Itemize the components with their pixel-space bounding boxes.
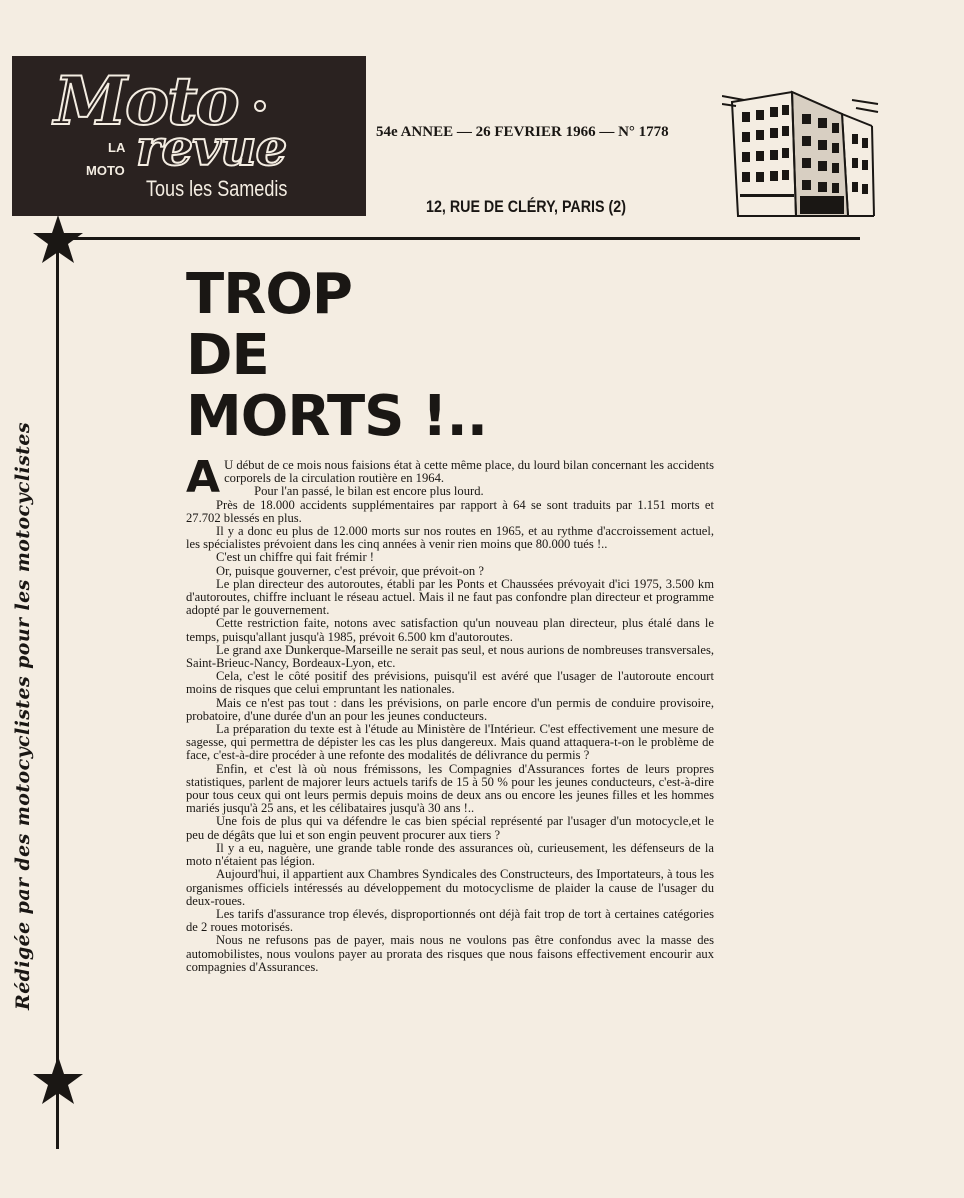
article-body bbox=[186, 452, 714, 974]
article-paragraph: Le plan directeur des autoroutes, établi par les Ponts et Chaussées prévoyait d'ici 1975, 3.500 km d'autoroutes, chiffre incluant le réseau actuel. Mais il ne faut pas confondre plan directeur et programme adopté par le gouvernement. bbox=[186, 576, 714, 618]
article-paragraph: Cela, c'est le côté positif des prévisions, puisqu'il est avéré que l'usager de l'autoroute encourt moins de risques que celui empruntant les nationales. bbox=[186, 669, 714, 697]
article-paragraph: Il y a eu, naguère, une grande table ronde des assurances où, curieusement, les défenseurs de la moto n'étaient pas légion. bbox=[186, 840, 714, 869]
star-ornament-icon bbox=[31, 1054, 85, 1108]
issue-line: 54e ANNEE — 26 FEVRIER 1966 — N° 1778 bbox=[376, 124, 669, 140]
article-paragraph: Il y a donc eu plus de 12.000 morts sur nos routes en 1965, et au rythme d'accroissement actuel, les spécialistes prévoient dans les cinq années à venir rien moins que 80.000 tués !.. bbox=[186, 524, 714, 552]
logo-dot bbox=[254, 100, 266, 112]
article-paragraph: Les tarifs d'assurance trop élevés, disproportionnés ont déjà fait trop de tort à certaines catégories de 2 roues motorisés. bbox=[186, 906, 714, 935]
article-paragraph: Le grand axe Dunkerque-Marseille ne serait pas seul, et nous aurions de nombreuses transversales, Saint-Brieuc-Nancy, Bordeaux-Lyon, etc. bbox=[186, 642, 714, 671]
logo-tagline: Tous les Samedis bbox=[146, 176, 288, 201]
article-paragraph: Une fois de plus qui va défendre le cas bien spécial représenté par l'usager d'un motocycle,et le peu de dégâts que lui et son engin peuvent procurer aux tiers ? bbox=[186, 814, 714, 842]
logo-moto-text: Moto bbox=[54, 62, 238, 140]
side-motto: Rédigée par des motocyclistes pour les motocyclistes bbox=[12, 422, 34, 1010]
article-paragraph: Cette restriction faite, notons avec satisfaction qu'un nouveau plan directeur, plus étalé dans le temps, puisqu'allant jusqu'à 1985, prévoit 6.500 km d'autoroutes. bbox=[186, 616, 714, 644]
article-paragraph: Aujourd'hui, il appartient aux Chambres Syndicales des Constructeurs, des Importateurs, à tous les organismes officiels intéressés au développement du motocyclisme de plaider la cause de l'usager du deux-roues. bbox=[186, 867, 714, 908]
horizontal-rule bbox=[56, 237, 860, 240]
masthead-logo bbox=[12, 56, 366, 216]
address-line: 12, RUE DE CLÉRY, PARIS (2) bbox=[426, 197, 626, 216]
article-paragraph: Pour l'an passé, le bilan est encore plus lourd. bbox=[254, 484, 484, 499]
headline-line: DE bbox=[186, 323, 269, 388]
headline bbox=[186, 264, 487, 447]
article-paragraph: La préparation du texte est à l'étude au Ministère de l'Intérieur. C'est effectivement une mesure de sagesse, qui permettra de dépister les cas les plus dangereux. Mais quand attaquera-t-on le problème de face, c'est-à-dire procéder à une refonte des modalités de délivrance du permis ? bbox=[186, 722, 714, 763]
headline-line: TROP bbox=[186, 262, 352, 327]
article-paragraph: Mais ce n'est pas tout : dans les prévisions, on parle encore d'un permis de conduire provisoire, probatoire, d'une durée d'un an pour les jeunes conducteurs. bbox=[186, 695, 714, 723]
logo-moto-small-text: MOTO bbox=[86, 163, 125, 178]
building-illustration-icon bbox=[722, 90, 880, 218]
logo-la-text: LA bbox=[108, 140, 126, 155]
vertical-rule bbox=[56, 237, 59, 1149]
headline-line: MORTS !.. bbox=[186, 384, 488, 449]
first-paragraph-text: U début de ce mois nous faisions état à cette même place, du lourd bilan concernant les accidents corporels de la circulation routière en 1964. bbox=[224, 458, 714, 486]
star-ornament-icon bbox=[31, 213, 85, 267]
article-paragraph: Enfin, et c'est là où nous frémissons, les Compagnies d'Assurances fortes de leurs propres statistiques, parlent de majorer leurs actuels tarifs de 15 à 50 % pour les jeunes conducteurs, c'est-à-dire pour tous ceux qui ont leurs permis depuis moins de deux ans ou encore les jeunes filles et les hommes mariés jusqu'à 25 ans, et les célibataires jusqu'à 30 ans !.. bbox=[186, 761, 714, 816]
article-paragraph: Près de 18.000 accidents supplémentaires par rapport à 64 se sont traduits par 1.151 morts et 27.702 blessés en plus. bbox=[186, 497, 714, 525]
drop-cap: A bbox=[186, 452, 221, 503]
article-paragraph: Or, puisque gouverner, c'est prévoir, que prévoit-on ? bbox=[216, 563, 484, 578]
article-paragraph: Nous ne refusons pas de payer, mais nous ne voulons pas être confondus avec la masse des automobilistes, nous voulons payer au prorata des risques que nous faisons effectivement encourir aux compagnies d'Assurances. bbox=[186, 933, 714, 974]
logo-revue-text: revue bbox=[136, 118, 287, 177]
article-paragraph: C'est un chiffre qui fait frémir ! bbox=[216, 550, 375, 565]
